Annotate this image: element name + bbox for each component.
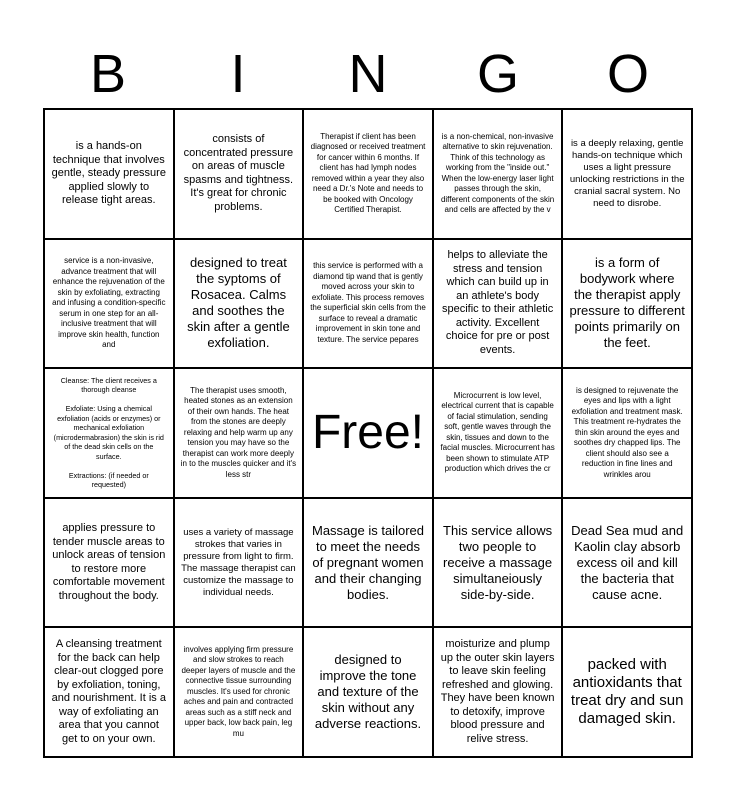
cell-text: is a form of bodywork where the therapist apply pressure to different points primarily on the feet. (569, 255, 685, 351)
bingo-cell[interactable] (174, 239, 304, 369)
bingo-cell[interactable] (562, 109, 692, 239)
bingo-cell[interactable] (44, 498, 174, 628)
free-space-cell[interactable] (303, 368, 433, 498)
bingo-grid (43, 108, 693, 758)
bingo-cell[interactable] (433, 627, 563, 757)
cell-text: involves applying firm pressure and slow strokes to reach deeper layers of muscle and the connective tissue surrounding muscles. It's used for chronic aches and pain and contracted areas such as a stiff neck and upper back, low back pain, leg mu (181, 644, 296, 738)
bingo-cell[interactable] (44, 368, 174, 498)
cell-text: Dead Sea mud and Kaolin clay absorb excess oil and kill the bacteria that cause acne. (571, 522, 684, 602)
cell-text: designed to treat the syptoms of Rosacea. Calms and soothes the skin after a gentle exfoliation. (187, 255, 290, 351)
cell-text: Cleanse: The client receives a thorough cleanse Exfoliate: Using a chemical exfoliation (acids or enzymes) or mechanical exfoliation (microdermabrasion) the skin is rid of the dead skin cells on the surface. Extractions: (if needed or requested) (53, 375, 164, 490)
cell-text: this service is performed with a diamond tip wand that is gently moved across your skin to exfoliate. This process removes the superficial skin cells from the surface to reveal a dramatic improvement in skin tone and texture. The service pepares (310, 261, 426, 344)
bingo-cell[interactable] (433, 498, 563, 628)
bingo-cell[interactable] (433, 109, 563, 239)
bingo-cell[interactable] (562, 368, 692, 498)
bingo-cell[interactable] (174, 109, 304, 239)
cell-text: consists of concentrated pressure on areas of muscle spasms and tightness. It's great for chronic problems. (183, 133, 294, 213)
cell-text: helps to alleviate the stress and tension which can build up in an athlete's body specific to their athletic activity. Excellent choice for pre or post events. (441, 249, 554, 356)
cell-text: designed to improve the tone and texture of the skin without any adverse reactions. (314, 652, 422, 732)
bingo-cell[interactable] (174, 627, 304, 757)
bingo-header (43, 40, 693, 108)
cell-text: is a hands-on technique that involves gentle, steady pressure applied slowly to release tight areas. (51, 140, 166, 207)
cell-text: is a non-chemical, non-invasive alternative to skin rejuvenation. Think of this technology as working from the "inside out." When the low-energy laser light passes through the skin, different components of the skin and cells are affected by the v (440, 131, 555, 215)
header-letter-g: G (476, 44, 519, 104)
bingo-cell[interactable] (174, 498, 304, 628)
bingo-cell[interactable] (174, 368, 304, 498)
cell-text: A cleansing treatment for the back can help clear-out clogged pore by exfoliation, toning, and nourishment. It is a way of exfoliating an area that you cannot get to on your own. (51, 638, 166, 745)
bingo-cell[interactable] (303, 109, 433, 239)
cell-text: applies pressure to tender muscle areas to unlock areas of tension to restore more comfortable movement throughout the body. (52, 522, 166, 602)
cell-text: The therapist uses smooth, heated stones as an extension of their own hands. The heat from the stones are deeply relaxing and help warm up any tension you may have so the therapist can work more deeply in to the muscles quicker and it's less str (180, 385, 297, 479)
bingo-cell[interactable] (303, 498, 433, 628)
bingo-cell[interactable] (562, 498, 692, 628)
bingo-cell[interactable] (433, 368, 563, 498)
bingo-cell[interactable] (562, 239, 692, 369)
bingo-cell[interactable] (433, 239, 563, 369)
cell-text: service is a non-invasive, advance treatment that will enhance the rejuvenation of the skin by exfoliating, extracting and infusing a condition-specific serum in one step for an all-inclusive treatment that will improve skin health, function and (52, 256, 166, 350)
cell-text: is a deeply relaxing, gentle hands-on technique which uses a light pressure unlocking restrictions in the cranial sacral system. No need to disrobe. (569, 137, 685, 209)
cell-text: is designed to rejuvenate the eyes and lips with a light exfoliation and treatment mask. This treatment re-hydrates the thin skin around the eyes and soothes dry chapped lips. The client should also see a reduction in fine lines and wrinkles arou (571, 385, 683, 479)
cell-text: Massage is tailored to meet the needs of pregnant women and their changing bodies. (311, 522, 424, 602)
cell-text: moisturize and plump up the outer skin layers to leave skin feeling refreshed and glowing. They have been known to detoxify, improve blood pressure and relive stress. (440, 638, 555, 745)
bingo-cell[interactable] (44, 627, 174, 757)
cell-text: Therapist if client has been diagnosed or received treatment for cancer within 6 months. If client has had lymph nodes removed within a year they also need a Dr.'s Note and needs to be booked with Oncology Certified Therapist. (310, 131, 426, 215)
bingo-cell[interactable] (303, 627, 433, 757)
bingo-cell[interactable] (44, 109, 174, 239)
cell-text: packed with antioxidants that treat dry and sun damaged skin. (570, 656, 684, 728)
free-space-text: Free! (311, 406, 424, 460)
cell-text: Microcurrent is low level, electrical current that is capable of facial stimulation, sending soft, gentle waves through the skin, tissues and down to the facial muscles. Microcurrent has been shown to stimulate ATP production which drives the cr (440, 390, 555, 474)
header-letter-i: I (230, 44, 246, 104)
cell-text: This service allows two people to receive a massage simultaneiously side-by-side. (443, 522, 553, 602)
bingo-cell[interactable] (44, 239, 174, 369)
bingo-cell[interactable] (303, 239, 433, 369)
header-letter-o: O (606, 44, 649, 104)
header-letter-b: B (89, 44, 127, 104)
cell-text: uses a variety of massage strokes that varies in pressure from light to firm. The massage therapist can customize the massage to individual needs. (181, 526, 296, 598)
bingo-cell[interactable] (562, 627, 692, 757)
header-letter-n: N (348, 44, 388, 104)
